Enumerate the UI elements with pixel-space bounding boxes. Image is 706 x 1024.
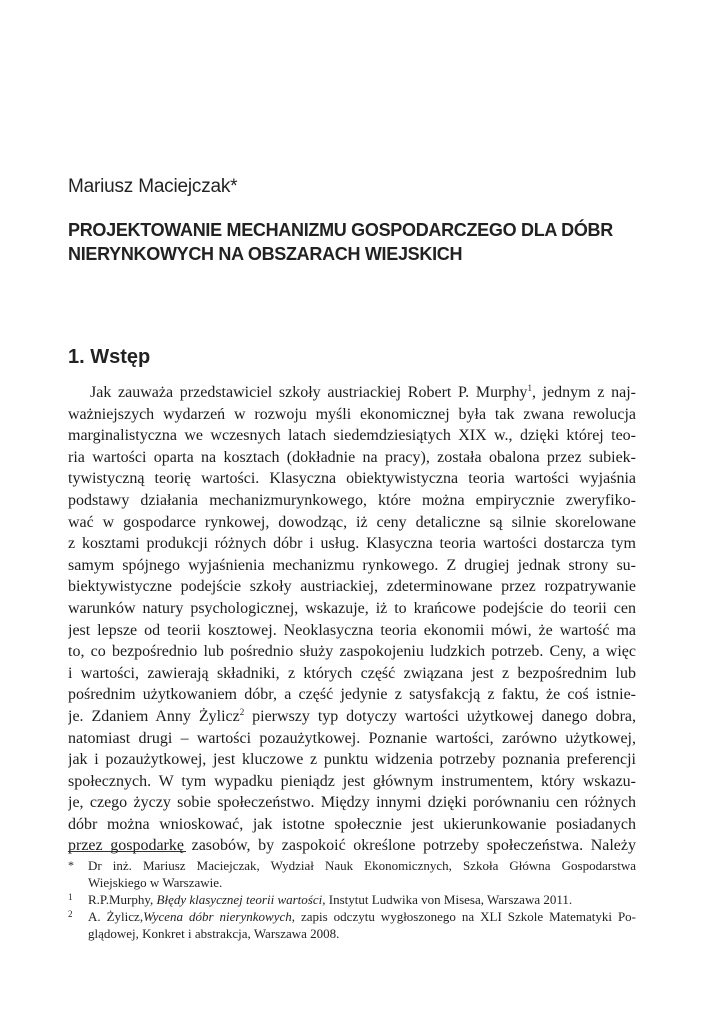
footnote-author	[68, 857, 636, 891]
footnote-2	[68, 908, 636, 942]
footnote-line: Dr inż. Mariusz Maciejczak, Wydział Nauk Ekonomicznych, Szkoła Główna Gospodarstwa	[88, 858, 636, 873]
body-line: je. Zdaniem Anny Żylicz$^2$ pierwszy typ dotyczy wartości użytkowej danego dobra,	[68, 706, 636, 725]
body-line: i wartości, zawierają składniki, z których część związana jest z bezpośrednim lub	[68, 664, 636, 682]
author-name: Mariusz Maciejczak*	[68, 176, 238, 197]
body-line: z kosztami produkcji różnych dóbr i usług. Klasyczna teoria wartości dostarcza tym	[68, 535, 636, 553]
footnotes	[68, 857, 636, 942]
cited-title: Błędy klasycznej teorii wartości	[156, 892, 323, 907]
title-line-1: PROJEKTOWANIE MECHANIZMU GOSPODARCZEGO DLA DÓBR	[68, 220, 613, 240]
body-line: przez gospodarkę zasobów, by zaspokoić określone potrzeby społeczeństwa. Należy	[68, 837, 636, 855]
body-line: ważniejszych wydarzeń w rozwoju myśli ekonomicznej była tak zwana rewolucja	[68, 405, 636, 423]
footnote-mark: 2	[68, 909, 73, 919]
footnote-ref[interactable]: 1	[527, 383, 532, 393]
section-heading: 1. Wstęp	[68, 346, 151, 368]
body-line: natomiast drugi – wartości pozaużytkowej. Poznanie wartości, zarówno użytkowej,	[68, 729, 636, 747]
body-line: biektywistyczne podejście szkoły austriackiej, zdeterminowane przez rozpatrywanie	[68, 578, 636, 596]
body-line: samym spójnego wyjaśnienia mechanizmu rynkowego. Z drugiej jednak strony su-	[68, 556, 636, 574]
footnote-line: Wiejskiego w Warszawie.	[88, 875, 223, 890]
footnote-mark: *	[68, 858, 74, 872]
footnote-ref[interactable]: 2	[239, 706, 245, 717]
body-line: jak i pozaużytkowej, jest kluczowe z punktu widzenia potrzeby poznania preferencji	[68, 751, 636, 769]
body-line: jest lepsze od teorii kosztowej. Neoklasyczna teoria ekonomii mówi, że wartość ma	[68, 621, 636, 639]
footnote-line: A. Żylicz,Wycena dóbr nierynkowych, zapis odczytu wygłoszonego na XLI Szkole Matematyki Po-	[88, 909, 636, 924]
article-title	[68, 218, 648, 266]
title-line-2: NIERYNKOWYCH NA OBSZARACH WIEJSKICH	[68, 244, 463, 264]
body-line: podstawy działania mechanizmurynkowego, które można empirycznie zweryfiko-	[68, 491, 636, 509]
footnote-1	[68, 891, 636, 908]
body-line: Jak zauważa przedstawiciel szkoły austriackiej Robert P. Murphy$^1$, jednym z naj-	[90, 383, 636, 401]
footnote-mark: 1	[68, 892, 73, 902]
cited-title: Wycena dóbr nierynkowych	[143, 909, 292, 924]
body-line: marginalistyczna we wczesnych latach siedemdziesiątych XIX w., dzięki której teo-	[68, 427, 636, 445]
body-line: ria wartości oparta na kosztach (dokładnie na pracy), została obalona przez subiek-	[68, 448, 636, 466]
footnote-line: R.P.Murphy, Błędy klasycznej teorii wartości, Instytut Ludwika von Misesa, Warszawa 2011.	[88, 892, 573, 907]
body-line: tywistyczną teorię wartości. Klasyczna obiektywistyczna teoria wartości wyjaśnia	[68, 470, 636, 488]
body-line: pośrednim użytkowaniem dóbr, a część jedynie z satysfakcją z faktu, że coś istnie-	[68, 686, 636, 704]
body-line: to, co bezpośrednio lub pośrednio służy zaspokojeniu ludzkich potrzeb. Ceny, a więc	[68, 643, 636, 661]
body-line: warunków natury psychologicznej, wskazuje, iż to krańcowe podejście do teorii cen	[68, 599, 636, 617]
body-line: je, czego życzy sobie społeczeństwo. Między innymi dzięki porównaniu cen różnych	[68, 794, 636, 812]
body-line: społecznych. W tym wypadku pieniądz jest głównym instrumentem, który wskazu-	[68, 772, 636, 790]
body-line: dóbr można wnioskować, jak istotne społecznie jest ukierunkowanie posiadanych	[68, 815, 636, 833]
body-text	[68, 382, 636, 857]
footnote-divider	[68, 851, 186, 852]
body-line: wać w gospodarce rynkowej, dowodząc, iż ceny detaliczne są silnie skorelowane	[68, 513, 636, 531]
footnote-line: glądowej, Konkret i abstrakcja, Warszawa 2008.	[88, 926, 340, 941]
